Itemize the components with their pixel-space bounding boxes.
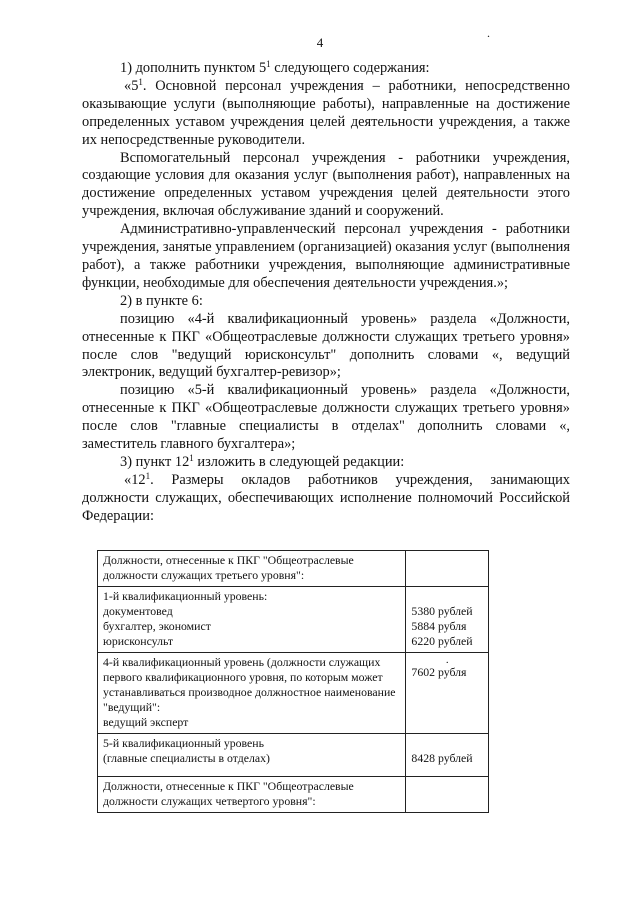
table-row: [98, 777, 489, 813]
salary-table: [97, 550, 489, 813]
page-number: 4: [316, 35, 324, 50]
position-name: бухгалтер, экономист: [103, 619, 211, 633]
position-name: ведущий эксперт: [103, 715, 189, 729]
document-body: [82, 60, 570, 526]
item2-heading: 2) в пункте 6:: [120, 292, 203, 309]
paragraph-12-1: «$12^1$. Размеры окладов работников учреждения, занимающих должности служащих, обеспечивающих исполнение полномочий Российской Федерации:: [82, 470, 570, 524]
item1-heading: 1) дополнить пунктом $5^1$ следующего содержания:: [120, 59, 430, 76]
paragraph-admin-staff: Административно-управленческий персонал учреждения - работники учреждения, занятые управлением (организацией) оказания услуг (выполнения работ), а также работники учреждения, выполняющие административные функции, необходимые для обеспечения деятельности учреждения.»;: [82, 221, 570, 291]
level-cell: [98, 587, 406, 653]
level-label: 4-й квалификационный уровень (должности служащих первого квалификационного уровня, по которым может устанавливаться производное должностное наименование "ведущий":: [103, 655, 396, 714]
salary-cell: [406, 587, 489, 653]
paragraph-position-5: позицию «5-й квалификационный уровень» раздела «Должности, отнесенные к ПКГ «Общеотраслевые должности служащих третьего уровня» после слов "главные специалисты в отделах" дополнить словами «, заместитель главного бухгалтера»;: [82, 382, 570, 453]
salary-cell: [406, 734, 489, 777]
position-name: документовед: [103, 604, 173, 618]
stray-mark: .: [445, 654, 449, 666]
table-row: [98, 734, 489, 777]
paragraph-5-1: «$5^1$. Основной персонал учреждения – работники, непосредственно оказывающие услуги (выполняющие работы), направленные на достижение определенных уставом учреждения целей деятельности учреждения, а также их непосредственные руководители.: [82, 76, 570, 148]
level-label: 1-й квалификационный уровень:: [103, 589, 268, 603]
paragraph-auxiliary-staff: Вспомогательный персонал учреждения - работники учреждения, создающие условия для оказания услуг (выполнения работ), направленных на достижение определенных уставом учреждения целей деятельности этого учреждения, включая обслуживание зданий и сооружений.: [82, 149, 570, 220]
table-row: [98, 587, 489, 653]
level-cell: [98, 653, 406, 734]
empty-cell: [406, 551, 489, 587]
paragraph-position-4: позицию «4-й квалификационный уровень» раздела «Должности, отнесенные к ПКГ «Общеотраслевые должности служащих третьего уровня» после слов "ведущий юрисконсульт" дополнить словами «, ведущий электроник, ведущий бухгалтер-ревизор»;: [82, 310, 570, 381]
salary-value: 7602 рубля: [411, 665, 467, 679]
table-row: [98, 653, 489, 734]
level-label: 5-й квалификационный уровень: [103, 736, 264, 750]
salary-cell: [406, 653, 489, 734]
salary-value: 8428 рублей: [411, 751, 473, 765]
table-row: [98, 551, 489, 587]
level-cell: [98, 734, 406, 777]
empty-cell: [406, 777, 489, 813]
group-title-third-level: Должности, отнесенные к ПКГ "Общеотраслевые должности служащих третьего уровня":: [98, 551, 406, 587]
salary-value: 5380 рублей: [411, 604, 473, 618]
salary-value: 5884 рубля: [411, 619, 467, 633]
item3-heading: 3) пункт $12^1$ изложить в следующей редакции:: [120, 452, 405, 470]
position-name: юрисконсульт: [103, 634, 174, 648]
position-name: (главные специалисты в отделах): [103, 751, 270, 765]
group-title-fourth-level: Должности, отнесенные к ПКГ "Общеотраслевые должности служащих четвертого уровня":: [98, 777, 406, 813]
salary-value: 6220 рублей: [411, 634, 473, 648]
page-mark: .: [487, 26, 490, 40]
